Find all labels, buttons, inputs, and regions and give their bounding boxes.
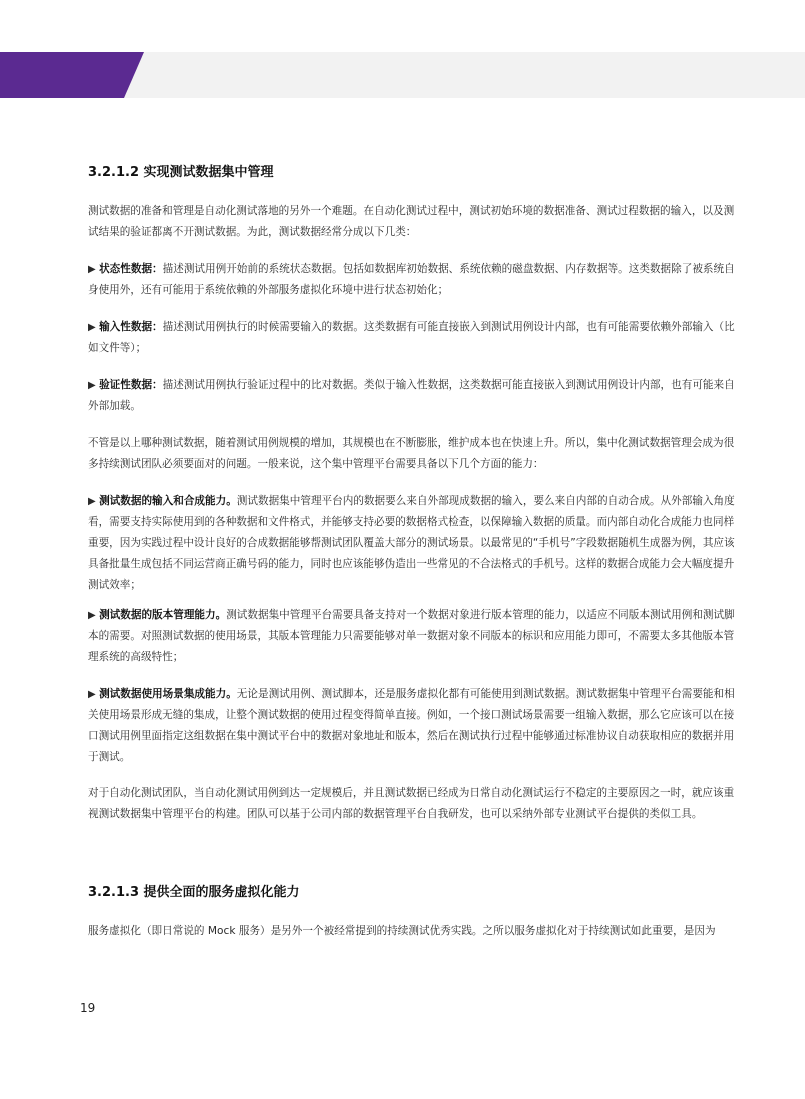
bullet-triangle-icon: ▶ — [88, 264, 96, 275]
bullet-state-data — [88, 259, 738, 301]
bullet-title: 状态性数据： — [99, 263, 163, 275]
paragraph-text: 服务虚拟化（即日常说的 Mock 服务）是另外一个被经常提到的持续测试优秀实践。之所以服务虚拟化对于持续测试如此重要，是因为 — [88, 925, 716, 937]
bullet-text: 描述测试用例执行验证过程中的比对数据。类似于输入性数据，这类数据可能直接嵌入到测试用例设计内部，也有可能来自外部加载。 — [88, 379, 735, 412]
paragraph-requirements — [88, 433, 738, 475]
bullet-triangle-icon: ▶ — [88, 322, 96, 333]
paragraph-intro — [88, 201, 738, 243]
paragraph-text: 测试数据的准备和管理是自动化测试落地的另外一个难题。在自动化测试过程中，测试初始环境的数据准备、测试过程数据的输入，以及测试结果的验证都离不开测试数据。为此，测试数据经常分成以下几类： — [88, 205, 735, 238]
paragraph-text: 不管是以上哪种测试数据，随着测试用例规模的增加，其规模也在不断膨胀，维护成本也在快速上升。所以，集中化测试数据管理会成为很多持续测试团队必须要面对的问题。一般来说，这个集中管理平台需要具备以下几个方面的能力： — [88, 437, 735, 470]
bullet-input-data — [88, 317, 738, 359]
bullet-title: 测试数据使用场景集成能力。 — [99, 688, 237, 700]
bullet-triangle-icon: ▶ — [88, 689, 96, 700]
section-heading-3-2-1-3: 3.2.1.3 提供全面的服务虚拟化能力 — [88, 885, 300, 900]
paragraph-service-virtualization — [88, 921, 738, 942]
header-accent-shape — [0, 52, 144, 98]
bullet-title: 测试数据的版本管理能力。 — [99, 609, 227, 621]
paragraph-text: 对于自动化测试团队，当自动化测试用例到达一定规模后，并且测试数据已经成为日常自动化测试运行不稳定的主要原因之一时，就应该重视测试数据集中管理平台的构建。团队可以基于公司内部的数据管理平台自我研发，也可以采纳外部专业测试平台提供的类似工具。 — [88, 787, 735, 820]
bullet-text: 描述测试用例执行的时候需要输入的数据。这类数据有可能直接嵌入到测试用例设计内部，也有可能需要依赖外部输入（比如文件等）； — [88, 321, 735, 354]
bullet-title: 验证性数据： — [99, 379, 163, 391]
bullet-text: 无论是测试用例、测试脚本，还是服务虚拟化都有可能使用到测试数据。测试数据集中管理平台需要能和相关使用场景形成无缝的集成，让整个测试数据的使用过程变得简单直接。例如，一个接口测试场景需要一组输入数据，那么它应该可以在接口测试用例里面指定这组数据在集中测试平台中的数据对象地址和版本，然后在测试执行过程中能够通过标准协议自动获取相应的数据并用于测试。 — [88, 688, 735, 763]
page-number: 19 — [80, 1001, 96, 1015]
bullet-verify-data — [88, 375, 738, 417]
bullet-triangle-icon: ▶ — [88, 496, 96, 507]
bullet-title: 测试数据的输入和合成能力。 — [99, 495, 237, 507]
header-bar — [0, 52, 805, 98]
header-banner-graphic — [0, 52, 805, 98]
paragraph-conclusion — [88, 783, 738, 825]
bullet-text: 描述测试用例开始前的系统状态数据。包括如数据库初始数据、系统依赖的磁盘数据、内存数据等。这类数据除了被系统自身使用外，还有可能用于系统依赖的外部服务虚拟化环境中进行状态初始化； — [88, 263, 735, 296]
bullet-text: 测试数据集中管理平台需要具备支持对一个数据对象进行版本管理的能力，以适应不同版本测试用例和测试脚本的需要。对照测试数据的使用场景，其版本管理能力只需要能够对单一数据对象不同版本的标识和应用能力即可，不需要太多其他版本管理系统的高级特性； — [88, 609, 735, 663]
bullet-text: 测试数据集中管理平台内的数据要么来自外部现成数据的输入，要么来自内部的自动合成。从外部输入角度看，需要支持实际使用到的各种数据和文件格式，并能够支持必要的数据格式检查，以保障输入数据的质量。而内部自动化合成能力也同样重要，因为实践过程中设计良好的合成数据能够帮测试团队覆盖大部分的测试场景。以最常见的“手机号”字段数据随机生成器为例，其应该具备批量生成包括不同运营商正确号码的能力，同时也应该能够伪造出一些常见的不合法格式的手机号。这样的数据合成能力会大幅度提升测试效率； — [88, 495, 735, 591]
section-heading-3-2-1-2: 3.2.1.2 实现测试数据集中管理 — [88, 165, 274, 180]
bullet-triangle-icon: ▶ — [88, 380, 96, 391]
bullet-input-synthesis — [88, 491, 738, 596]
bullet-scenario-integration — [88, 684, 738, 768]
bullet-triangle-icon: ▶ — [88, 610, 96, 621]
bullet-version-management — [88, 605, 738, 668]
bullet-title: 输入性数据： — [99, 321, 163, 333]
